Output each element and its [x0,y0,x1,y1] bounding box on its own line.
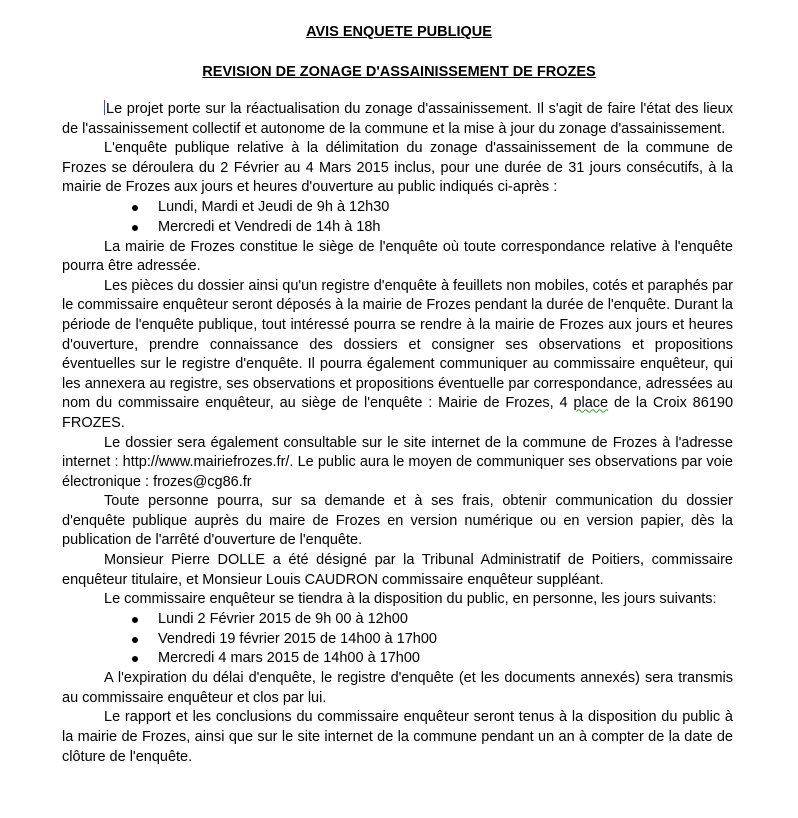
paragraph-commissaire: Monsieur Pierre DOLLE a été désigné par la Tribunal Administratif de Poitiers, commissaire enquêteur titulaire, et Monsieur Louis CAUDRON commissaire enquêteur suppléant. [62,552,733,588]
paragraph-pieces-text: Les pièces du dossier ainsi qu'un registre d'enquête à feuillets non mobiles, cotés et paraphés par le commissaire enquêteur seront déposés à la mairie de Frozes pendant la durée de l'enquête. Durant la période de l'enquête publique, tout intéressé pourra se rendre à la mairie de Frozes aux jours et heures d'ouverture, prendre connaissance des dossiers et consigner ses observations et propositions éventuelles sur le registre d'enquête. Il pourra également communiquer au commissaire enquêteur, qui les annexera au registre, ses observations et propositions éventuelle par correspondance, adressées au nom du commissaire enquêteur, au siège de l'enquête : Mairie de Frozes, 4 [62,277,733,412]
paragraph-intro [62,100,733,139]
spellcheck-word[interactable]: place [573,395,609,412]
paragraph-rapport: Le rapport et les conclusions du commissaire enquêteur seront tenus à la disposition du public à la mairie de Frozes, ainsi que sur le site internet de la commune pendant un an à compter de la date de clôture de l'enquête. [62,709,733,765]
permanences-list [62,610,733,669]
paragraph-permanences: Le commissaire enquêteur se tiendra à la disposition du public, en personne, les jours suivants: [104,591,717,608]
paragraph-expiration: A l'expiration du délai d'enquête, le registre d'enquête (et les documents annexés) sera transmis au commissaire enquêteur et clos par lui. [62,670,733,706]
list-item-text: Lundi 2 Février 2015 de 9h 00 à 12h00 [158,610,408,627]
list-item [62,649,733,669]
list-item [62,630,733,650]
paragraph-siege: La mairie de Frozes constitue le siège de l'enquête où toute correspondance relative à l'enquête pourra être adressée. [62,238,733,275]
paragraph-pieces [62,277,733,434]
opening-hours-list [62,198,733,238]
text-cursor [104,100,105,115]
list-item [62,610,733,630]
list-item [62,218,733,238]
list-item-text: Mercredi 4 mars 2015 de 14h00 à 17h00 [158,650,420,667]
bullet-icon [132,225,138,231]
paragraph-internet: Le dossier sera également consultable sur le site internet de la commune de Frozes à l'adresse internet : http://www.mairiefrozes.fr/. Le public aura le moyen de communiquer ses observations par voie électronique : frozes@cg86.fr [62,434,733,490]
list-item-text: Lundi, Mardi et Jeudi de 9h à 12h30 [158,198,390,215]
paragraph-intro-text: Le projet porte sur la réactualisation du zonage d'assainissement. Il s'agit de faire l'état des lieux de l'assainissement collectif et autonome de la commune et la mise à jour du zonage d'assainissement. [62,101,733,137]
bullet-icon [132,617,138,623]
paragraph-communication: Toute personne pourra, sur sa demande et à ses frais, obtenir communication du dossier d'enquête publique auprès du maire de Frozes en version numérique ou en version papier, dès la publication de l'arrêté d'ouverture de l'enquête. [62,493,733,549]
bullet-icon [132,637,138,643]
list-item [62,198,733,218]
bullet-icon [132,205,138,211]
paragraph-pieces-text-end: de la Croix 86190 FROZES. [62,395,734,431]
list-item-text: Mercredi et Vendredi de 14h à 18h [158,218,381,235]
document-body[interactable] [62,100,733,767]
list-item-text: Vendredi 19 février 2015 de 14h00 à 17h00 [158,630,437,647]
bullet-icon [132,656,138,662]
paragraph-dates: L'enquête publique relative à la délimitation du zonage d'assainissement de la commune de Frozes se déroulera du 2 Février au 4 Mars 2015 inclus, pour une durée de 31 jours consécutifs, à la mairie de Frozes aux jours et heures d'ouverture au public indiqués ci-après : [62,140,733,196]
notice-subtitle: REVISION DE ZONAGE D'ASSAINISSEMENT DE FROZES [202,64,596,80]
notice-title: AVIS ENQUETE PUBLIQUE [306,24,492,40]
